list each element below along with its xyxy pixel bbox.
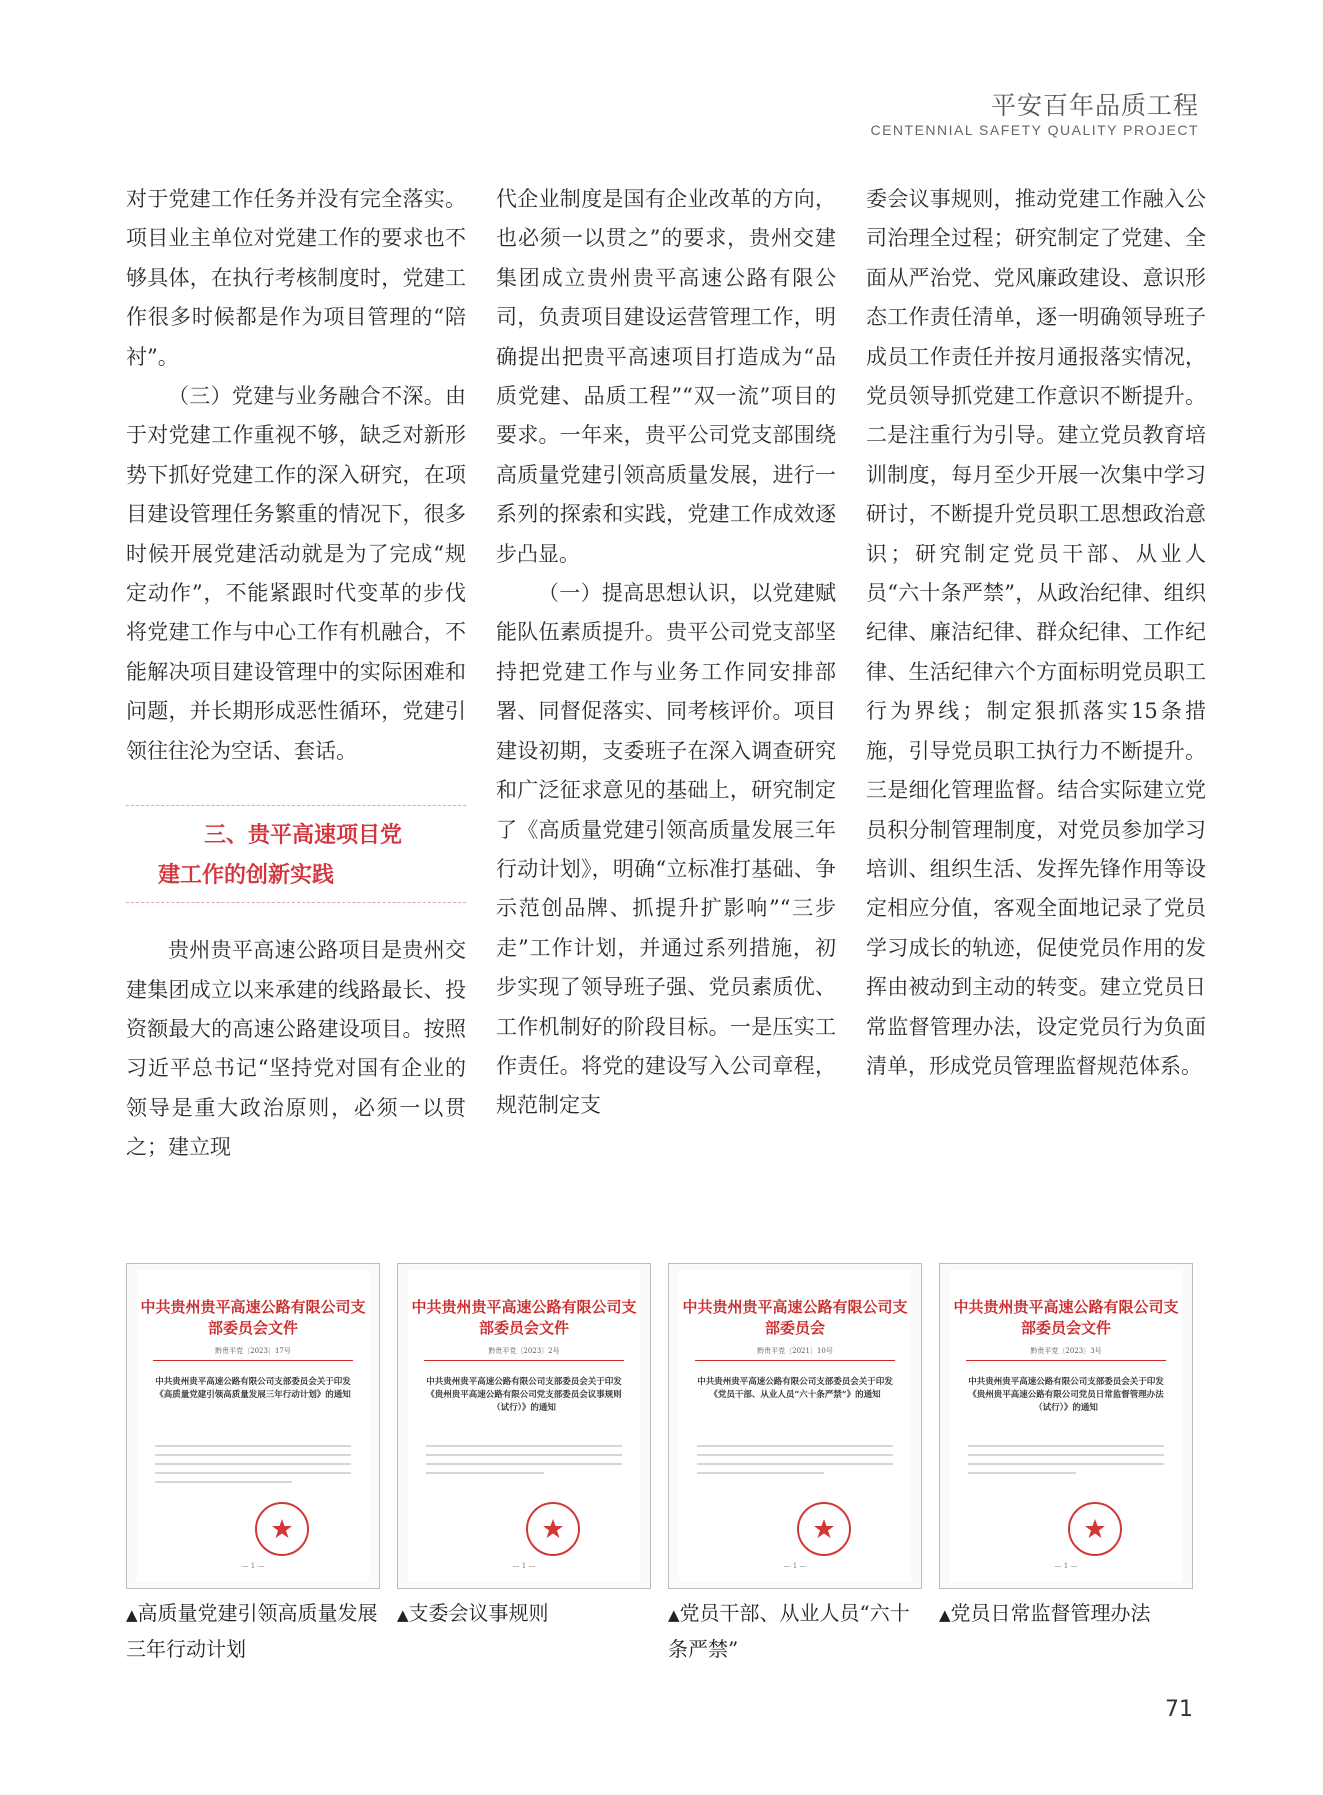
paragraph: 代企业制度是国有企业改革的方向，也必须一以贯之”的要求，贵州交建集团成立贵州贵平高速公路有限公司，负责项目建设运营管理工作，明确提出把贵平高速项目打造成为“品质党建、品质工程”“双一流”项目的要求。一年来，贵平公司党支部围绕高质量党建引领高质量发展，进行一系列的探索和实践，党建工作成效逐步凸显。 xyxy=(496,187,836,566)
document-body-lines xyxy=(155,1438,351,1490)
paragraph: （一）提高思想认识，以党建赋能队伍素质提升。贵平公司党支部坚持把党建工作与业务工作同安排部署、同督促落实、同考核评价。项目建设初期，支委班子在深入调查研究和广泛征求意见的基础上，研究制定了《高质量党建引领高质量发展三年行动计划》，明确“立标准打基础、争示范创品牌、抓提升扩影响”“三步走”工作计划，并通过系列措施，初步实现了领导班子强、党员素质优、工作机制好的阶段目标。一是压实工作责任。将党的建设写入公司章程，规范制定支 xyxy=(496,581,836,1118)
document-title: 中共贵州贵平高速公路有限公司支部委员会关于印发《贵州贵平高速公路有限公司党员日常监督管理办法（试行）》的通知 xyxy=(968,1377,1164,1413)
document-page-mark: — 1 — xyxy=(783,1562,807,1570)
caption-text: 党员日常监督管理办法 xyxy=(950,1601,1151,1625)
caption-text: 高质量党建引领高质量发展三年行动计划 xyxy=(126,1601,378,1661)
document-paper xyxy=(408,1270,640,1582)
document-title: 中共贵州贵平高速公路有限公司支部委员会关于印发《贵州贵平高速公路有限公司党支部委员会议事规则（试行）》的通知 xyxy=(426,1377,622,1413)
paragraph: （三）党建与业务融合不深。由于对党建工作重视不够，缺乏对新形势下抓好党建工作的深入研究，在项目建设管理任务繁重的情况下，很多时候开展党建活动就是为了完成“规定动作”，不能紧跟时代变革的步伐将党建工作与中心工作有机融合，不能解决项目建设管理中的实际困难和问题，并长期形成恶性循环，党建引领往往沦为空话、套话。 xyxy=(126,384,466,763)
document-page-mark: — 1 — xyxy=(1054,1562,1078,1570)
document-header: 中共贵州贵平高速公路有限公司支部委员会文件 xyxy=(411,1298,637,1337)
document-body-lines xyxy=(968,1438,1164,1481)
magazine-section-title: 平安百年品质工程 xyxy=(990,91,1199,120)
document-number: 黔贵平党〔2023〕3号 xyxy=(1030,1347,1102,1355)
document-body-lines xyxy=(426,1438,622,1481)
document-image xyxy=(668,1263,922,1589)
official-seal-icon xyxy=(255,1502,309,1556)
document-paper xyxy=(950,1270,1182,1582)
red-divider xyxy=(695,1360,895,1361)
document-body-lines xyxy=(697,1438,893,1481)
paragraph: 贵州贵平高速公路项目是贵州交建集团成立以来承建的线路最长、投资额最大的高速公路建设项目。按照习近平总书记“坚持党对国有企业的领导是重大政治原则，必须一以贯之；建立现 xyxy=(126,938,466,1160)
document-page-mark: — 1 — xyxy=(241,1562,265,1570)
document-number: 黔贵平党〔2021〕10号 xyxy=(757,1347,833,1355)
document-title: 中共贵州贵平高速公路有限公司支部委员会关于印发《党员干部、从业人员“六十条严禁”》的通知 xyxy=(697,1377,893,1400)
red-divider xyxy=(424,1360,624,1361)
section-heading xyxy=(126,805,466,903)
red-divider xyxy=(966,1360,1166,1361)
red-divider xyxy=(153,1360,353,1361)
caption-marker: ▲ xyxy=(397,1606,409,1624)
image-caption xyxy=(668,1596,924,1666)
document-paper xyxy=(137,1270,369,1582)
official-seal-icon xyxy=(797,1502,851,1556)
caption-marker: ▲ xyxy=(126,1606,138,1624)
document-number: 黔贵平党〔2023〕2号 xyxy=(488,1347,560,1355)
magazine-section-subtitle: CENTENNIAL SAFETY QUALITY PROJECT xyxy=(870,122,1199,138)
caption-marker: ▲ xyxy=(668,1606,680,1624)
section-heading-line1: 三、贵平高速项目党 xyxy=(204,823,403,849)
page-number: 71 xyxy=(1165,1697,1193,1722)
document-paper xyxy=(679,1270,911,1582)
text-column-3 xyxy=(866,180,1206,1086)
document-image xyxy=(126,1263,380,1589)
caption-marker: ▲ xyxy=(939,1606,951,1624)
document-title: 中共贵州贵平高速公路有限公司支部委员会关于印发《高质量党建引领高质量发展三年行动计划》的通知 xyxy=(155,1377,351,1400)
document-image xyxy=(397,1263,651,1589)
document-page-mark: — 1 — xyxy=(512,1562,536,1570)
text-column-2 xyxy=(496,180,836,1126)
image-caption xyxy=(397,1596,653,1632)
document-header: 中共贵州贵平高速公路有限公司支部委员会文件 xyxy=(140,1298,366,1337)
image-caption xyxy=(939,1596,1195,1632)
image-caption xyxy=(126,1596,382,1666)
caption-text: 党员干部、从业人员“六十条严禁” xyxy=(668,1601,910,1661)
caption-text: 支委会议事规则 xyxy=(408,1601,549,1625)
document-image xyxy=(939,1263,1193,1589)
document-number: 黔贵平党〔2023〕17号 xyxy=(215,1347,291,1355)
section-heading-line2: 建工作的创新实践 xyxy=(158,863,335,889)
document-header: 中共贵州贵平高速公路有限公司支部委员会文件 xyxy=(953,1298,1179,1337)
official-seal-icon xyxy=(1068,1502,1122,1556)
paragraph: 委会议事规则，推动党建工作融入公司治理全过程；研究制定了党建、全面从严治党、党风廉政建设、意识形态工作责任清单，逐一明确领导班子成员工作责任并按月通报落实情况，党员领导抓党建工作意识不断提升。二是注重行为引导。建立党员教育培训制度，每月至少开展一次集中学习研讨，不断提升党员职工思想政治意识；研究制定党员干部、从业人员“六十条严禁”，从政治纪律、组织纪律、廉洁纪律、群众纪律、工作纪律、生活纪律六个方面标明党员职工行为界线；制定狠抓落实15条措施，引导党员职工执行力不断提升。三是细化管理监督。结合实际建立党员积分制管理制度，对党员参加学习培训、组织生活、发挥先锋作用等设定相应分值，客观全面地记录了党员学习成长的轨迹，促使党员作用的发挥由被动到主动的转变。建立党员日常监督管理办法，设定党员行为负面清单，形成党员管理监督规范体系。 xyxy=(866,187,1206,1078)
text-column-1 xyxy=(126,180,466,1168)
document-header: 中共贵州贵平高速公路有限公司支部委员会 xyxy=(682,1298,908,1337)
paragraph: 对于党建工作任务并没有完全落实。项目业主单位对党建工作的要求也不够具体，在执行考核制度时，党建工作很多时候都是作为项目管理的“陪衬”。 xyxy=(126,187,466,369)
official-seal-icon xyxy=(526,1502,580,1556)
